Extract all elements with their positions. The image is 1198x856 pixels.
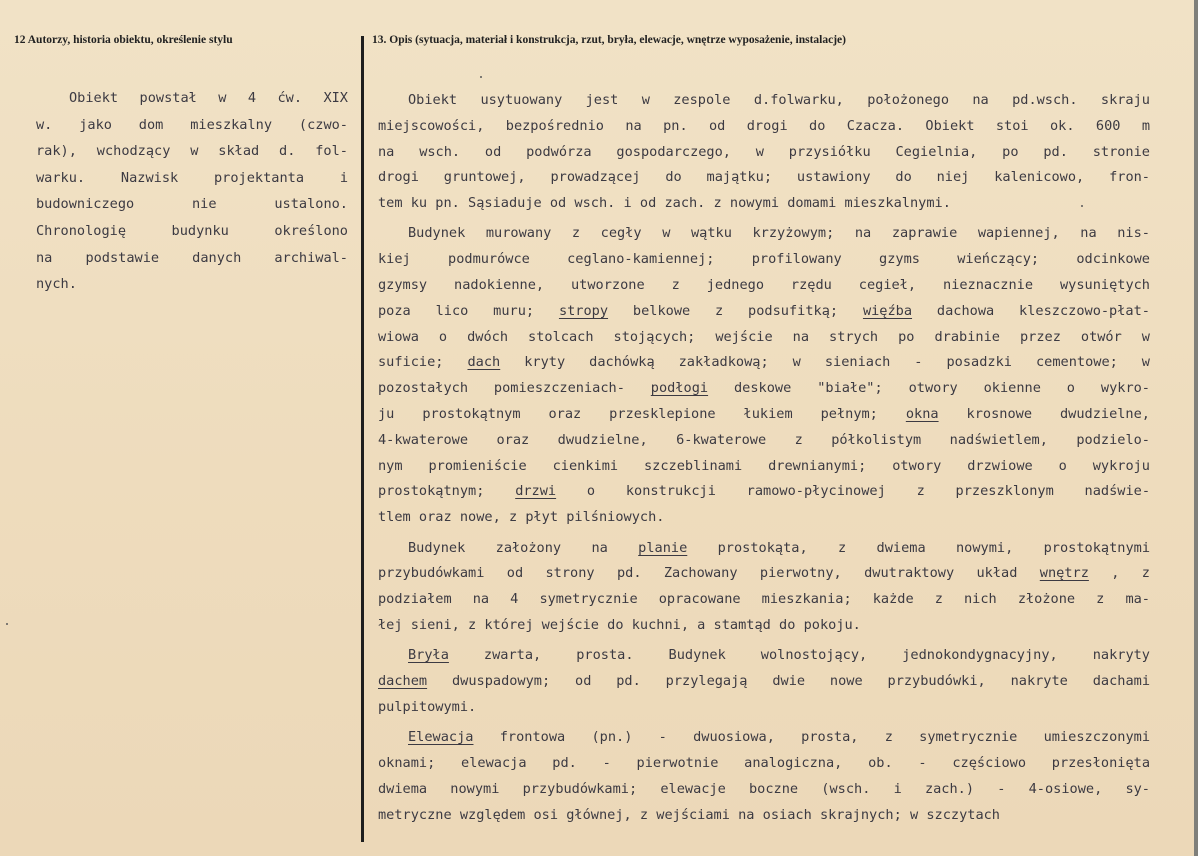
description-paragraph [378, 221, 1150, 531]
description-line: pozostałych pomieszczeniach- podłogi deskowe "białe"; otwory okienne o wykro- [378, 380, 1150, 397]
underlined-term: Elewacja [408, 729, 474, 746]
description-paragraph [378, 88, 1150, 217]
description-line: tem ku pn. Sąsiaduje od wsch. i od zach. z nowymi domami mieszkalnymi. [378, 195, 951, 212]
description-line: kiej podmurówce ceglano-kamiennej; profilowany gzyms wieńczący; odcinkowe [378, 251, 1150, 268]
underlined-term: podłogi [650, 380, 709, 397]
description-line: metryczne względem osi głównej, z wejściami na osiach skrajnych; w szczytach [378, 806, 1000, 823]
underlined-term: dach [467, 354, 501, 371]
description-line: łej sieni, z której wejście do kuchni, a stamtąd do pokoju. [378, 616, 861, 633]
description-paragraph [378, 536, 1150, 639]
description-line: 4-kwaterowe oraz dwudzielne, 6-kwaterowe z półkolistym nadświetlem, podzielo- [378, 431, 1150, 448]
history-line: w. jako dom mieszkalny (czwo- [36, 116, 348, 133]
history-line: Chronologię budynku określono [36, 222, 348, 239]
underlined-term: Bryła [408, 647, 449, 664]
description-line: pulpitowymi. [378, 698, 477, 715]
history-line: warku. Nazwisk projektanta i [36, 169, 348, 186]
description-line: prostokątnym; drzwi o konstrukcji ramowo-płycinowej z przeszklonym nadświe- [378, 483, 1151, 500]
history-line: na podstawie danych archiwal- [36, 249, 348, 266]
section-13-header: 13. Opis (sytuacja, materiał i konstrukcja, rzut, bryła, elewacje, wnętrze wyposażenie, instalacje) [372, 34, 846, 46]
history-text [36, 85, 348, 298]
paper-speck [6, 623, 8, 625]
underlined-term: wnętrz [1039, 565, 1089, 582]
description-text [378, 88, 1150, 833]
column-divider [361, 36, 364, 842]
description-line: Obiekt usytuowany jest w zespole d.folwarku, położonego na pd.wsch. skraju [408, 92, 1150, 108]
underlined-term: planie [638, 539, 688, 556]
history-line: nych. [36, 276, 77, 293]
underlined-term: drzwi [515, 483, 557, 500]
description-line: gzymsy nadokienne, utworzone z jednego rzędu cegieł, nieznacznie wysuniętych [378, 277, 1150, 294]
paper-speck [480, 76, 482, 78]
description-line: podziałem na 4 symetrycznie opracowane mieszkania; każde z nich złożone z ma- [378, 591, 1150, 608]
description-line: oknami; elewacja pd. - pierwotnie analogiczna, ob. - częściowo przesłonięta [378, 754, 1150, 771]
description-line: wiowa o dwóch stolcach stojących; wejście na strych po drabinie przez otwór w [378, 328, 1150, 345]
description-line: na wsch. od podwórza gospodarczego, w przysiółku Cegielnia, po pd. stronie [378, 143, 1150, 160]
card-edge [1194, 0, 1198, 856]
history-line: budowniczego nie ustalono. [36, 196, 348, 213]
description-line: miejscowości, bezpośrednio na pn. od drogi do Czacza. Obiekt stoi ok. 600 m [378, 117, 1150, 134]
description-line: tlem oraz nowe, z płyt pilśniowych. [378, 509, 665, 526]
underlined-term: dachem [378, 673, 428, 690]
paper-speck [1081, 205, 1083, 207]
description-line: przybudówkami od strony pd. Zachowany pierwotny, dwutraktowy układ wnętrz , z [378, 565, 1150, 582]
description-line: suficie; dach kryty dachówką zakładkową; w sieniach - posadzki cementowe; w [378, 354, 1150, 371]
description-line: nym promieniście cienkimi szczeblinami drewnianymi; otwory drzwiowe o wykroju [378, 457, 1150, 474]
description-line: ju prostokątnym oraz przesklepione łukiem pełnym; okna krosnowe dwudzielne, [378, 406, 1150, 423]
underlined-term: stropy [558, 302, 609, 319]
history-line: Obiekt powstał w 4 ćw. XIX [69, 90, 348, 106]
underlined-term: okna [905, 406, 939, 423]
description-paragraph [378, 643, 1150, 720]
description-line: Budynek murowany z cegły w wątku krzyżowym; na zaprawie wapiennej, na nis- [408, 225, 1150, 242]
description-paragraph [378, 725, 1150, 828]
description-line: Bryła zwarta, prosta. Budynek wolnostojący, jednokondygnacyjny, nakryty [408, 647, 1150, 664]
history-line: rak), wchodzący w skład d. fol- [36, 143, 348, 160]
description-line: dwiema nowymi przybudówkami; elewacje boczne (wsch. i zach.) - 4-osiowe, sy- [378, 780, 1150, 797]
description-line: Budynek założony na planie prostokąta, z dwiema nowymi, prostokątnymi [408, 539, 1150, 556]
description-line: dachem dwuspadowym; od pd. przylegają dwie nowe przybudówki, nakryte dachami [378, 673, 1150, 690]
section-12-header: 12 Autorzy, historia obiektu, określenie stylu [14, 34, 233, 46]
description-line: poza lico muru; stropy belkowe z podsufitką; więźba dachowa kleszczowo-płat- [378, 302, 1150, 319]
description-line: drogi gruntowej, prowadzącej do majątku; ustawiony do niej kalenicowo, fron- [378, 169, 1150, 186]
underlined-term: więźba [862, 302, 913, 319]
description-line: Elewacja frontowa (pn.) - dwuosiowa, prosta, z symetrycznie umieszczonymi [408, 729, 1150, 746]
